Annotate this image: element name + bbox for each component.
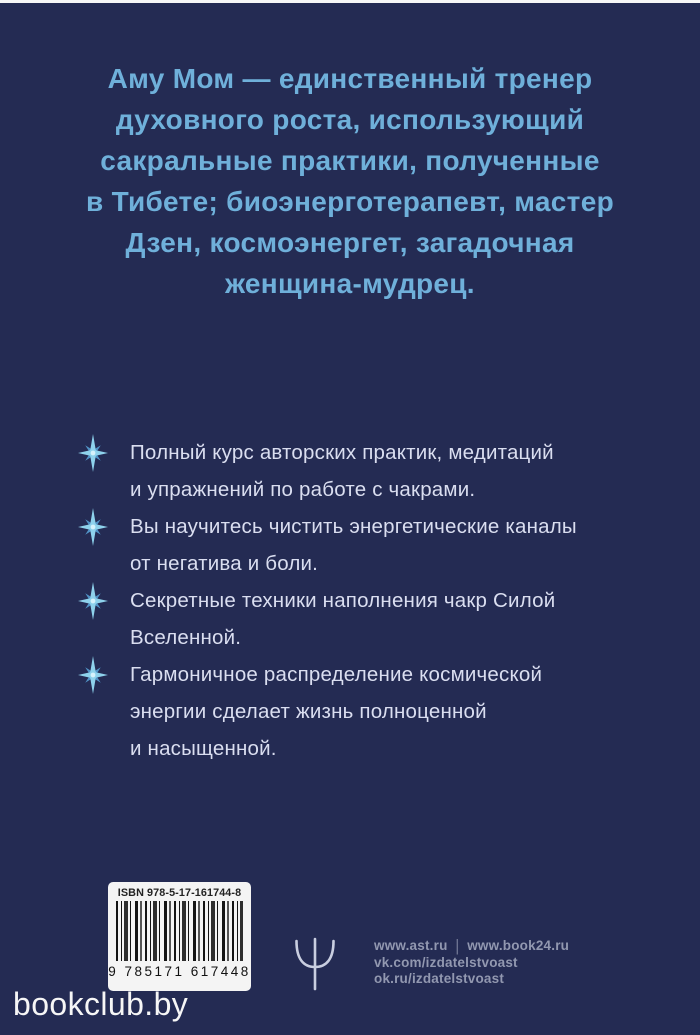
list-item-text — [130, 582, 603, 656]
isbn-label: ISBN 978-5-17-161744-8 — [117, 887, 242, 899]
intro-line: духовного роста, использующий — [115, 104, 585, 135]
sparkle-star-icon — [73, 582, 130, 621]
list-item-text — [130, 656, 603, 767]
link-vk: vk.com/izdatelstvoast — [374, 954, 518, 970]
list-item-line: Секретные техники наполнения чакр Силой — [130, 589, 556, 612]
link-book24: www.book24.ru — [467, 938, 570, 953]
list-item-line: Вы научитесь чистить энергетические каналы — [130, 515, 577, 538]
link-separator: | — [455, 935, 460, 955]
list-item-line: Вселенной. — [130, 626, 242, 649]
barcode-digits: 9 785171 617448 — [108, 964, 251, 979]
list-item-line: энергии сделает жизнь полноценной — [130, 700, 487, 723]
intro-line: женщина-мудрец. — [225, 268, 475, 299]
publisher-links-row1 — [374, 935, 570, 955]
link-ast: www.ast.ru — [374, 938, 448, 953]
list-item-line: от негатива и боли. — [130, 552, 319, 575]
watermark-bookclub: bookclub.by — [13, 986, 189, 1022]
publisher-links — [374, 935, 570, 988]
intro-line: Дзен, космоэнергет, загадочная — [125, 227, 575, 258]
sparkle-star-icon — [73, 508, 130, 547]
list-item — [73, 656, 603, 767]
list-item-text — [130, 508, 603, 582]
intro-line: Аму Мом — единственный тренер — [107, 63, 593, 94]
ast-publisher-psi-logo — [292, 936, 338, 997]
list-item-line: Полный курс авторских практик, медитаций — [130, 441, 554, 464]
author-intro-paragraph — [28, 58, 672, 304]
list-item — [73, 434, 603, 508]
link-ok: ok.ru/izdatelstvoast — [374, 971, 505, 986]
sparkle-star-icon — [73, 656, 130, 695]
intro-line: в Тибете; биоэнерготерапевт, мастер — [86, 186, 614, 217]
list-item-line: Гармоничное распределение космической — [130, 663, 543, 686]
barcode-block — [108, 882, 251, 991]
sparkle-star-icon — [73, 434, 130, 473]
list-item-line: и упражнений по работе с чакрами. — [130, 478, 476, 501]
barcode-bars — [116, 901, 243, 961]
list-item-line: и насыщенной. — [130, 737, 277, 760]
list-item-text — [130, 434, 603, 508]
features-list — [73, 434, 603, 767]
page-top-edge — [0, 0, 700, 3]
list-item — [73, 582, 603, 656]
intro-line: сакральные практики, полученные — [100, 145, 600, 176]
list-item — [73, 508, 603, 582]
